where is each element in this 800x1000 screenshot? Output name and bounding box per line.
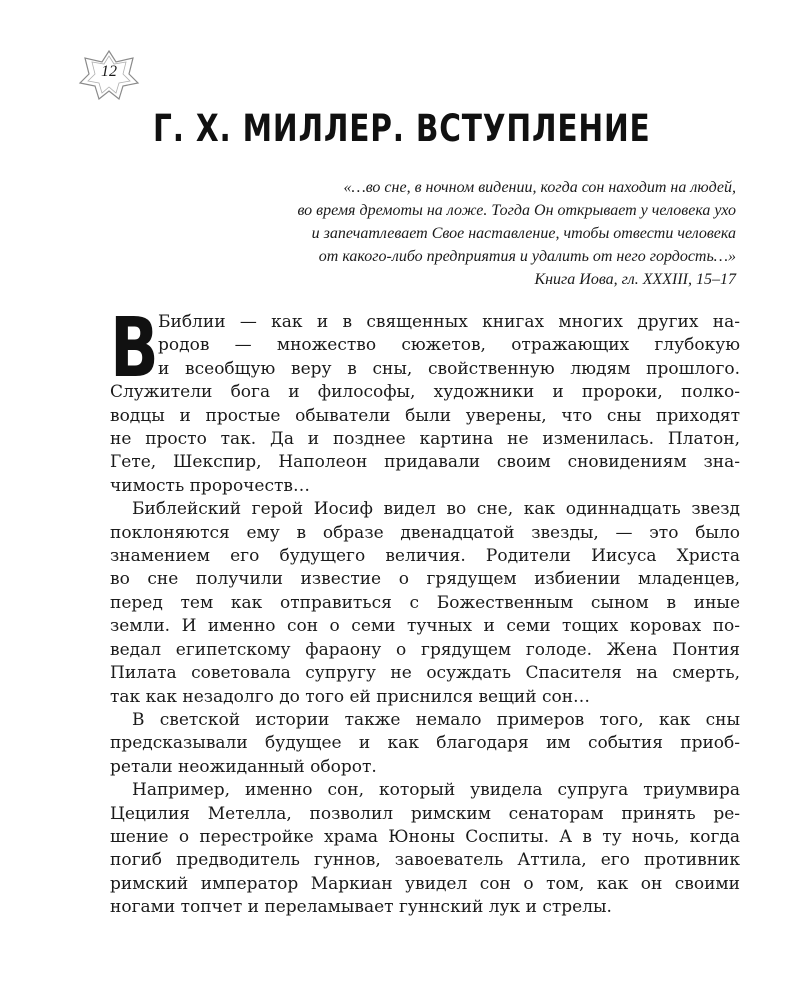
text-line: Например, именно сон, который увидела супруга триумвира [132, 780, 740, 801]
text-line: Гете, Шекспир, Наполеон придавали своим сновидениям зна- [110, 452, 740, 473]
text-line: так как незадолго до того ей приснился вещий сон… [110, 686, 591, 707]
text-line: Цецилия Метелла, позволил римским сенаторам принять ре- [110, 803, 740, 824]
page-number-badge [78, 50, 140, 100]
text-line: Пилата советовала супругу не осуждать Спасителя на смерть, [110, 663, 740, 684]
epigraph-source: Книга Иова, гл. XXXIII, 15–17 [534, 271, 736, 288]
text-line: В светской истории также немало примеров того, как сны [132, 709, 740, 730]
epigraph-line: от какого-либо предприятия и удалить от него гордость…» [318, 248, 736, 265]
text-line: шение о перестройке храма Юноны Соспиты. А в ту ночь, когда [110, 826, 740, 847]
text-line: римский император Маркиан увидел сон о том, как он своими [110, 873, 740, 894]
epigraph-line: «…во сне, в ночном видении, когда сон находит на людей, [343, 179, 736, 196]
text-line: водцы и простые обыватели были уверены, что сны приходят [110, 405, 740, 426]
text-line: погиб предводитель гуннов, завоеватель Аттила, его противник [110, 850, 740, 871]
text-line: и всеобщую веру в сны, свойственную людям прошлого. [158, 358, 740, 379]
body-text [110, 301, 740, 920]
chapter-title: Г. Х. МИЛЛЕР. ВСТУПЛЕНИЕ [153, 107, 651, 150]
text-line: родов — множество сюжетов, отражающих глубокую [158, 335, 740, 356]
text-line: во сне получили известие о грядущем избиении младенцев, [110, 569, 740, 590]
page-number: 12 [101, 63, 117, 80]
text-line: чимость пророчеств… [110, 475, 310, 496]
text-line: поклоняются ему в образе двенадцатой звезды, — это было [110, 522, 740, 543]
epigraph-line: и запечатлевает Свое наставление, чтобы отвести человека [311, 225, 736, 242]
text-line: знамением его будущего величия. Родители Иисуса Христа [110, 546, 740, 567]
text-line: перед тем как отправиться с Божественным сыном в иные [110, 592, 740, 613]
text-line: Библейский герой Иосиф видел во сне, как одиннадцать звезд [132, 499, 740, 520]
drop-cap: В [110, 301, 159, 396]
text-line: Служители бога и философы, художники и пророки, полко- [110, 382, 740, 403]
text-line: ногами топчет и переламывает гуннский лук и стрелы. [110, 897, 612, 918]
paragraph [110, 709, 740, 779]
paragraph [110, 301, 740, 498]
text-line: земли. И именно сон о семи тучных и семи тощих коровах по- [110, 616, 740, 637]
text-line: ретали неожиданный оборот. [110, 756, 377, 777]
text-line: ведал египетскому фараону о грядущем голоде. Жена Понтия [110, 639, 740, 660]
paragraph [110, 498, 740, 709]
text-line: Библии — как и в священных книгах многих других на- [158, 312, 740, 332]
paragraph [110, 779, 740, 919]
text-line: предсказывали будущее и как благодаря им события приоб- [110, 733, 740, 754]
epigraph [190, 176, 736, 291]
text-line: не просто так. Да и позднее картина не изменилась. Платон, [110, 429, 740, 450]
epigraph-line: во время дремоты на ложе. Тогда Он открывает у человека ухо [297, 202, 736, 219]
